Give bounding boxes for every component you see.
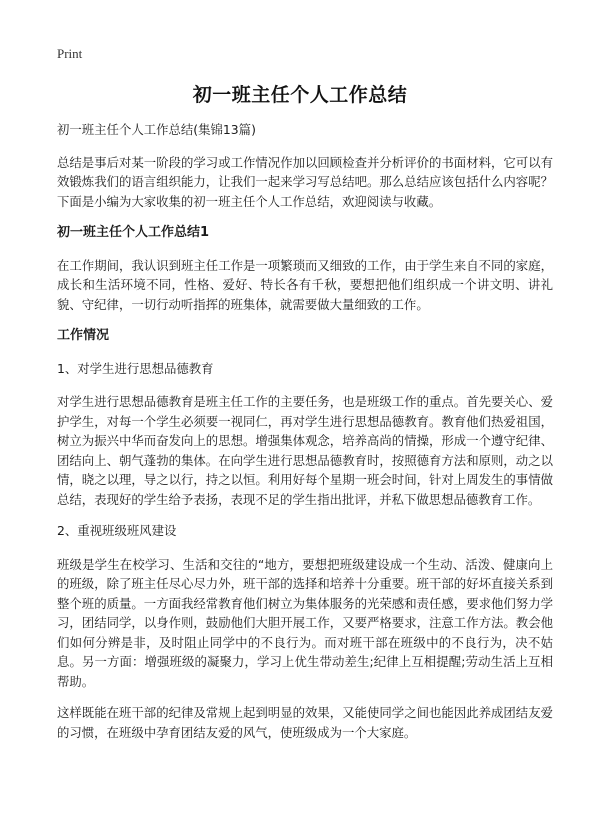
section1-paragraph: 在工作期间，我认识到班主任工作是一项繁琐而又细致的工作，由于学生来自不同的家庭，成长和生活环境不同，性格、爱好、特长各有千秋，要想把他们组织成一个讲文明、讲礼貌、守纪律，一切行动听指挥的班集体，就需要做大量细致的工作。 bbox=[57, 257, 553, 312]
item1-paragraph: 对学生进行思想品德教育是班主任工作的主要任务，也是班级工作的重点。首先要关心、爱护学生，对每一个学生必须要一视同仁，再对学生进行思想品德教育。教育他们热爱祖国，树立为振兴中华而奋发向上的思想。增强集体观念，培养高尚的情操，形成一个遵守纪律、团结向上、朝气蓬勃的集体。在向学生进行思想品德教育时，按照德育方法和原则，动之以情，晓之以理，导之以行，持之以恒。利用好每个星期一班会时间，针对上周发生的事情做总结，表现好的学生给予表扬，表现不足的学生指出批评，并私下做思想品德教育工作。 bbox=[57, 394, 553, 507]
section-heading-1: 初一班主任个人工作总结1 bbox=[57, 225, 210, 240]
item2-paragraph: 班级是学生在校学习、生活和交往的“地方，要想把班级建设成一个生动、活泼、健康向上的班级，除了班主任尽心尽力外，班干部的选择和培养十分重要。班干部的好坏直接关系到整个班的质量。一方面我经常教育他们树立为集体服务的光荣感和责任感，要求他们努力学习，团结同学，以身作则，鼓励他们大胆开展工作，又要严格要求，注意工作方法。教会他们如何分辨是非，及时阻止同学中的不良行为。而对班干部在班级中的不良行为，决不姑息。另一方面：增强班级的凝聚力，学习上优生带动差生;纪律上互相提醒;劳动生活上互相帮助。 bbox=[57, 556, 553, 689]
document-subtitle: 初一班主任个人工作总结(集锦13篇) bbox=[57, 122, 256, 137]
document-title: 初一班主任个人工作总结 bbox=[192, 84, 408, 106]
work-situation-heading: 工作情况 bbox=[57, 328, 110, 343]
print-link[interactable]: Print bbox=[57, 46, 83, 61]
intro-paragraph: 总结是事后对某一阶段的学习或工作情况作加以回顾检查并分析评价的书面材料，它可以有效锻炼我们的语言组织能力，让我们一起来学习写总结吧。那么总结应该包括什么内容呢？下面是小编为大家收集的初一班主任个人工作总结，欢迎阅读与收藏。 bbox=[57, 154, 553, 209]
item1-heading: 1、对学生进行思想品德教育 bbox=[57, 360, 214, 376]
item2-heading: 2、重视班级班风建设 bbox=[57, 523, 177, 538]
item2-paragraph-2: 这样既能在班干部的纪律及常规上起到明显的效果，又能使同学之间也能因此养成团结友爱的习惯，在班级中孕育团结友爱的风气，使班级成为一个大家庭。 bbox=[57, 705, 553, 740]
document-body bbox=[57, 120, 553, 754]
